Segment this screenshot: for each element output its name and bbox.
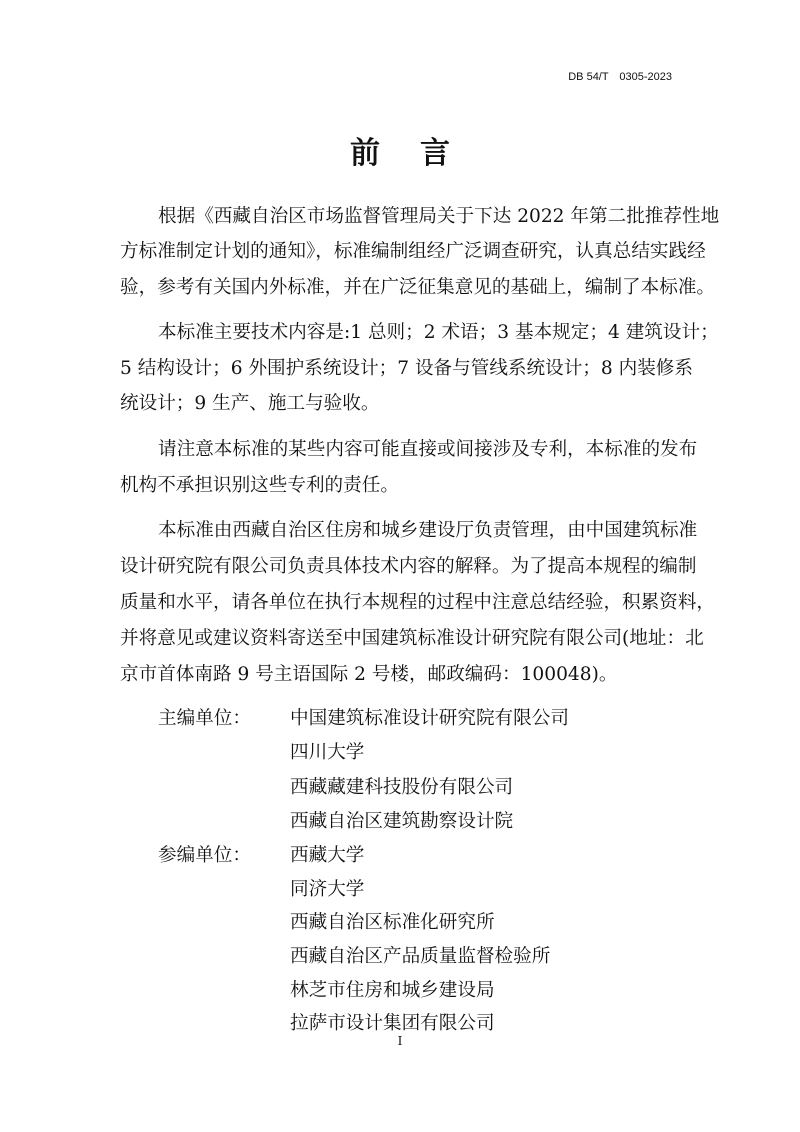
unit-name: 西藏藏建科技股份有限公司 xyxy=(290,777,514,798)
paragraph-line: 方标准制定计划的通知》，标准编制组经广泛调查研究，认真总结实践经 xyxy=(120,241,706,262)
unit-name: 四川大学 xyxy=(290,742,365,763)
unit-name: 西藏自治区建筑勘察设计院 xyxy=(290,811,514,832)
unit-name: 西藏自治区产品质量监督检验所 xyxy=(290,946,551,967)
paragraph-line: 本标准主要技术内容是:1 总则；2 术语；3 基本规定；4 建筑设计； xyxy=(158,322,719,343)
paragraph-line: 设计研究院有限公司负责具体技术内容的解释。为了提高本规程的编制 xyxy=(120,556,697,577)
paragraph-line: 机构不承担识别这些专利的责任。 xyxy=(120,475,399,496)
paragraph-line: 本标准由西藏自治区住房和城乡建设厅负责管理，由中国建筑标准 xyxy=(158,520,698,541)
paragraph-line: 并将意见或建议资料寄送至中国建筑标准设计研究院有限公司(地址：北 xyxy=(120,628,704,649)
paragraph-line: 统设计；9 生产、施工与验收。 xyxy=(120,393,380,414)
unit-name: 林芝市住房和城乡建设局 xyxy=(290,980,495,1001)
chief-units-label: 主编单位： xyxy=(158,708,251,729)
unit-name: 同济大学 xyxy=(290,879,365,900)
unit-name: 拉萨市设计集团有限公司 xyxy=(290,1013,495,1034)
paragraph-line: 5 结构设计；6 外围护系统设计；7 设备与管线系统设计；8 内装修系 xyxy=(120,358,693,379)
page-title: 前言 xyxy=(350,136,490,171)
paragraph-line: 质量和水平，请各单位在执行本规程的过程中注意总结经验，积累资料， xyxy=(120,592,716,613)
participating-units-label: 参编单位： xyxy=(158,845,251,866)
paragraph-line: 根据《西藏自治区市场监督管理局关于下达 2022 年第二批推荐性地 xyxy=(158,206,720,227)
unit-name: 中国建筑标准设计研究院有限公司 xyxy=(290,708,569,729)
unit-name: 西藏大学 xyxy=(290,845,365,866)
standard-number: DB 54/T 0305-2023 xyxy=(568,71,672,83)
page-number: I xyxy=(397,1034,403,1048)
unit-name: 西藏自治区标准化研究所 xyxy=(290,912,495,933)
paragraph-line: 验，参考有关国内外标准，并在广泛征集意见的基础上，编制了本标准。 xyxy=(120,277,716,298)
paragraph-line: 京市首体南路 9 号主语国际 2 号楼，邮政编码：100048)。 xyxy=(120,664,618,685)
paragraph-line: 请注意本标准的某些内容可能直接或间接涉及专利，本标准的发布 xyxy=(158,439,698,460)
